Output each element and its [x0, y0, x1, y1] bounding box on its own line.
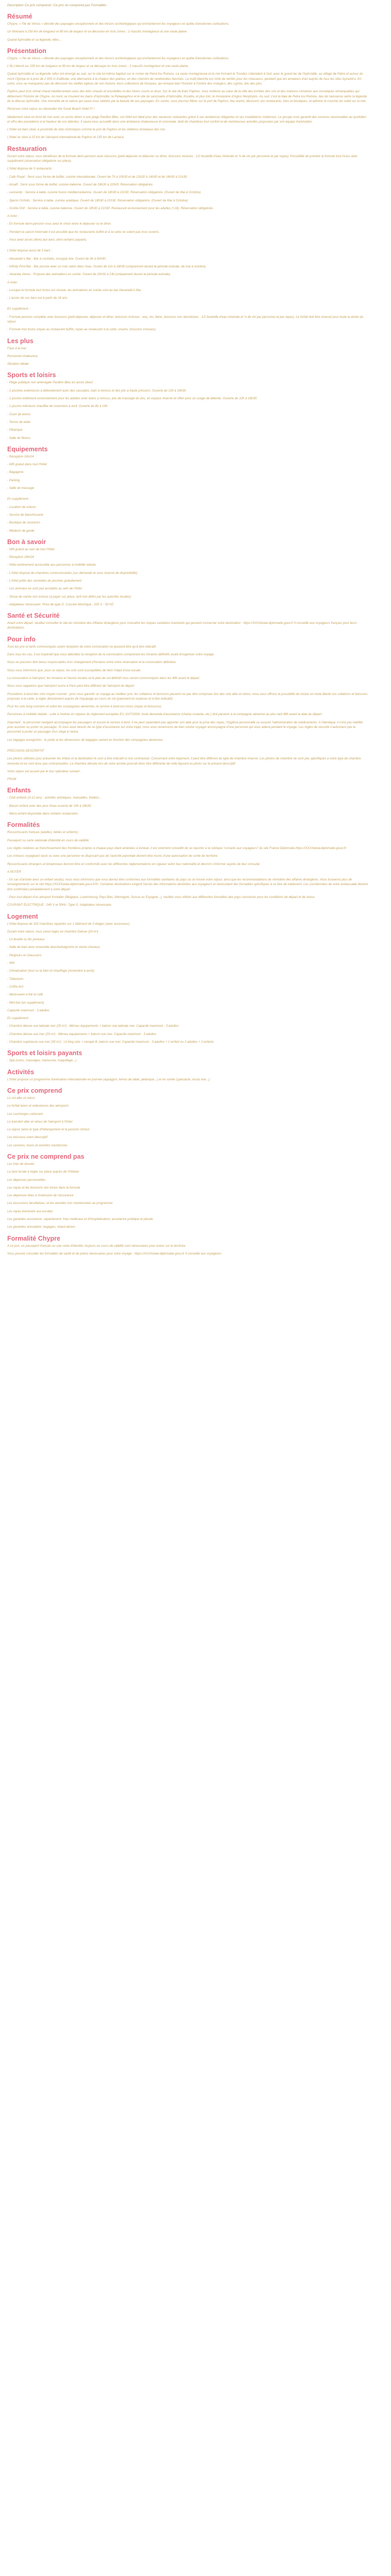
- section-paragraph: Personnes à mobilité réduite : suite à l'entrée en vigueur du règlement européen EU 1107/2006, toute demande d'assistance (chaise roulante, etc.) doit parvenir à la compagnie aérienne au plus tard 48h avant la date du départ.: [7, 713, 322, 717]
- section-title: Equipements: [7, 445, 48, 453]
- section-paragraph: - Café Royal : Servi sous forme de buffet, cuisine internationale. Ouvert de 7h à 10h30 et de 12h30 à 14h30 et de 18h30 à 21h30.: [7, 175, 188, 179]
- section-paragraph: La convocation à l'aéroport, les horaires et heures locales et le plan de vol définitif vous seront communiqués dans les 48h avant le départ.: [7, 676, 200, 680]
- section-paragraph: Un itinéraire à 230 km de longueur et 80 km de largeur et se découvre en trois zones : 2 massifs montagneux et une vaste plaine.: [7, 30, 188, 34]
- section-paragraph: - Spa (soins, massages, manucure, maquillage...): [7, 1059, 77, 1063]
- section-paragraph: - Formule pension complète avec boissons (petit-déjeuner, déjeuner et dîner, boissons incluses : eau, vin, bière, boissons non alcoolisées : 1/2 bouteille d'eau minérale et ¼ de vin par personne et par repas). Le forfait doit être réservé pour toute la durée du séjour.: [7, 315, 364, 324]
- section-paragraph: L'hôtel se situe à 15 km de l'aéroport international de Paphos et 135 km de Larnaca.: [7, 135, 125, 140]
- section-paragraph: - Chambre deluxe vue mer (29 m²) : Mêmes équipements + balcon vue mer. Capacité maximum : 3 adultes: [7, 1032, 156, 1036]
- section-paragraph: - Court de tennis: [7, 412, 31, 416]
- section-paragraph: Ressortissants français (adultes, bébés et enfants) :: [7, 831, 80, 835]
- section-paragraph: Nous vous rappelons que l'aéroport ouvre à Paris peut être différent de l'aéroport de départ.: [7, 684, 135, 688]
- section-paragraph: - Lit double ou lits jumeaux: [7, 938, 45, 942]
- section: [7, 1235, 369, 1257]
- section-paragraph: Les règles relatives au franchissement des frontières propres à chaque pays étant amenées à évoluer, il est vivement conseillé de se reporter à la rubrique "conseils aux voyageurs" du site France Diplomatie.https://XXXXwww.diplomatie.gouv.fr/: [7, 846, 347, 850]
- section-paragraph: - 1 piscine extérieure exclusivement pour les adultes avec bains à remous, jets de massage du dos, en espace réservé et offert pour un usage de détente. Ouverte de 10h à 18h30.: [7, 397, 258, 401]
- section-paragraph: Face à la mer: [7, 346, 27, 350]
- section-paragraph: Avant votre départ, veuillez consulter le site du ministère des Affaires étrangères pour connaître les risques sanitaires éventuels qui peuvent concerner votre destination : https://XXXXwww.diplomatie.gouv.fr Il conseille aux voyageurs français pour leurs destinations.: [7, 621, 357, 630]
- section-title: Enfants: [7, 787, 31, 794]
- section-paragraph: - Climatisation (tout ou la bien et chauffage (novembre à avril)): [7, 969, 94, 973]
- section-paragraph: - Coffre-fort: [7, 985, 24, 989]
- section: [7, 1153, 369, 1230]
- section-paragraph: - Télévision: [7, 977, 24, 981]
- section: [7, 538, 369, 607]
- section-paragraph: Les dépenses personnelles: [7, 1178, 46, 1182]
- section: [7, 787, 369, 816]
- section-paragraph: - Bagagerie: [7, 470, 24, 474]
- section-paragraph: - Leonardo : Service à table, cuisine fusion méditerranéenne. Ouvert de 18h30 à 21h30. Réservation obligatoire. (Ouvert de Mai à Octobre): [7, 191, 201, 195]
- section-paragraph: - Wifi: [7, 961, 14, 965]
- section-paragraph: Chypre, « l'île de Vénus » dévoile des paysages exceptionnels et des trésors archéologiques qui enchanteront les voyageurs en quête d'anciennes civilisations.: [7, 56, 230, 60]
- section-paragraph: - Boutique de souvenirs: [7, 521, 41, 525]
- section-paragraph: La taxe locale à régler sur place auprès de l'hôtelier: [7, 1170, 79, 1174]
- section-paragraph: Le vol aller et retour: [7, 1096, 35, 1100]
- section-paragraph: Les surcharges carburant: [7, 1112, 43, 1116]
- section-paragraph: - Pour tout départ d'un aéroport frontalier (Belgique, Luxembourg, Pays-Bas, Allemagne, Suisse ou Espagne...), veuillez vous référer aux différentes formalités des pays concernés pour les conditions de départ et de retour.: [7, 895, 316, 899]
- section: [7, 1069, 369, 1082]
- section: [7, 1049, 369, 1063]
- section-paragraph: Quand Aphrodite et sa légende, elles ont émergé au sud, sur le site lui-même baptisé sur le rocher de Petra tou Romiou. La vaste montagneuse et la rive formant le Troodos s'étendent à l'est, avec le grand lac de l'Aphrodite, au village de Pafos et autour du mont Olympe et à près de 2 000 m d'altitude, une alternance à la chaleur des plaines, en des chemins de randonnées fascinés. La multi-blanche est riche de vérités pour les chasseurs, pendant que les amateurs d'art auprès de tous les sites byzantins. En outre, vous ne manquerez pas de découvrir les vieilles églises de son histoire, leurs collections de fresques, qui évoque bien l'histoire à l'ombre des orangers, des cyprès, tels des pins.: [7, 72, 363, 86]
- section-paragraph: - Club enfants (3-12 ans) : activités artistiques, manuelles, théâtre...: [7, 796, 102, 800]
- section-paragraph: En supplément :: [7, 1016, 30, 1021]
- section-paragraph: Les garanties annulation, bagages, retard aérien.: [7, 1225, 76, 1229]
- section-paragraph: - Adaptateur nécessaire. Prise de type G. Courant électrique : 220 V - 50 HZ: [7, 602, 114, 606]
- section-paragraph: - Menu enfant disponible dans certains restaurants.: [7, 812, 79, 816]
- section: [7, 47, 369, 140]
- section: [7, 494, 369, 533]
- section: [7, 612, 369, 631]
- section-paragraph: Prestations à bord des vols moyen courrier : pour vous garantir un voyage au meilleur prix, les collations et boissons peuvent ne pas être comprises lors des vols aller et retour, nous vous offrons la possibilité de choisir en toute liberté vos collations et boissons proposés à la carte, à régler directement auprès de l'équipage au cours du vol (paiement en espèces et à titre indicatif).: [7, 692, 368, 701]
- section-paragraph: - Les animaux ne sont pas acceptés au sein de l'hôtel: [7, 587, 82, 591]
- section-paragraph: A noter :: [7, 214, 19, 218]
- section-paragraph: - L'hôtel prête des serviettes de piscines gratuitement: [7, 579, 82, 583]
- section-paragraph: - En cas d'arrivée avec un enfant seul(e), nous vous informons que vous devrez être conformes aux formalités sanitaires du pays où se trouve votre séjour, ainsi que les recommandations du ministère des affaires étrangères. Vous trouverez plus de renseignements sur le site https://XXXXwww.diplomatie.gouv.fr/fr/. Certaines destinations exigent l'accès des informations destinées aux voyageurs et nécessitant des formalités spécifiques à ce titre de traitement. Les coordonnées de votre ambassade doivent être confirmées préalablement à votre départ.: [7, 878, 368, 891]
- section: [7, 337, 369, 367]
- section-paragraph: COURANT ÉLECTRIQUE : 240 V et 50Hz. Type G. Adaptateur nécessaire.: [7, 903, 112, 907]
- section-paragraph: - Parking: [7, 478, 20, 482]
- section-paragraph: - L'hôtel dispose de chambres communicantes (sur demande et sous réserve de disponibilité): [7, 571, 138, 575]
- section-title: Résumé: [7, 13, 32, 20]
- section-paragraph: Les boissons selon descriptif: [7, 1136, 47, 1140]
- section-paragraph: - 2 piscines extérieures à débordement avec des cascades, bain à remous et des jets à haute pression. Ouverte de 10h à 18h30.: [7, 388, 187, 393]
- section-paragraph: - Service de blanchisserie: [7, 513, 43, 517]
- section-paragraph: - Alexander's Bar : Bar à cocktails, musique live. Ouvert de 9h à 00h30.: [7, 257, 107, 261]
- section-paragraph: - Veranda Venus : Propose des animations en soirée. Ouvert de 20h30 à 23h (uniquement durant la période estivale).: [7, 273, 171, 277]
- section-title: Présentation: [7, 47, 46, 55]
- section: [7, 371, 369, 440]
- section-title: Pour info: [7, 635, 36, 643]
- section-paragraph: Les repas et les boissons non inclus dans la formule: [7, 1185, 80, 1190]
- section-title: Sports et loisirs payants: [7, 1049, 83, 1057]
- section-paragraph: Important : le personnel navigant accompagne les passagers et assure le service à bord. Il ne peut cependant pas apporter son aide pour la prise des repas, l'hygiène personnelle ou assurer l'administration de médicaments. A l'identique, il n'est pas habilité pour assister ou porter un passager. Si vous avez besoin de ce type d'assistance sur votre trajet, nous vous remercions de bien vouloir voyager accompagné d'une personne qui vous aidera pendant le voyage. Les règles de sécurité n'autorisent pas le personnel à porter un passager d'un siège à l'autre.: [7, 720, 363, 734]
- section-paragraph: - Médecin de garde: [7, 529, 35, 533]
- section-title: Restauration: [7, 145, 47, 152]
- section-paragraph: Durant votre séjour, vous bénéficiez de la formule demi-pension avec boissons (petit-déjeuner et déjeuner ou dîner, boissons incluses : 1/2 bouteille d'eau minérale et ¼ de vin par personne et par repas). Possibilité de prendre la formule tout inclus avec supplément (réservation obligatoire sur place).: [7, 154, 358, 163]
- section-paragraph: - Salle de massage: [7, 486, 35, 490]
- section-paragraph: Paphos peut d'un climat chaud méditerranéen avec des étés chauds et ensoleillés et des hivers courts et doux. Sur le site de Kato Paphos, vous visiterez au cœur de la ville des tombes des rois et des maisons romaines aux mosaïques remarquables qui détiennent l'histoire de Chypre. Au nord, se trouvent les bains d'Aphrodite, la Palaepaphos et le site du sanctuaire d'Aphrodite, Kouklia, et plus loin, le monastère d'Agios Neophytos. Au sud, c'est la baie de Petra tou Romiou, lieu de naissance selon la légende de la déesse Aphrodite. Une merveille de la nature qui saura vous séduire par la beauté de ses paysages. En soirée, vous pourrez flâner sur le port de Paphos, lieu animé, découvrir ses restaurants, bars et boutiques, et admirer le coucher du soleil sur la mer.: [7, 90, 367, 103]
- section-paragraph: - Plage publique non aménagée Pavillon Bleu en accès direct: [7, 381, 93, 385]
- section-paragraph: Les excursions facultatives, et les activités non mentionnées au programme: [7, 1201, 113, 1206]
- section: [7, 13, 369, 42]
- section-paragraph: - Amalfi : Servi sous forme de buffet, cuisine italienne. Ouvert de 18h30 à 22h00. Réservation obligatoire.: [7, 182, 154, 187]
- section-title: Formalités: [7, 821, 40, 829]
- section-paragraph: - L'accès de ces bars est à partir de 18 ans.: [7, 296, 69, 300]
- section-paragraph: - Infinity Pool Bar : Bar piscine avec un coin salon dans l'eau. Ouvert de 11h à 18h30 (uniquement durant la période estivale, de mai à octobre).: [7, 264, 207, 268]
- section-paragraph: Les dépenses liées à l'extension de l'assurance: [7, 1194, 74, 1198]
- section-paragraph: Chypre, « l'île de Vénus » dévoile des paysages exceptionnels et des trésors archéologiques qui enchanteront les voyageurs en quête d'anciennes civilisations.: [7, 22, 230, 26]
- section-paragraph: - Chambre deluxe vue latérale mer (29 m²) : Mêmes équipements + balcon vue latérale mer. Capacité maximum : 3 adultes: [7, 1024, 179, 1028]
- section: [7, 245, 369, 300]
- section-paragraph: Tous les prix et tarifs communiqués avant réception de votre convocation ne peuvent être qu'à titre indicatif.: [7, 645, 157, 649]
- section-paragraph: Réservez votre séjour au Alexander the Great Beach Hotel 5* !: [7, 107, 95, 111]
- section-paragraph: A noter :: [7, 280, 19, 284]
- section-paragraph: - Hôtel entièrement accessible aux personnes à mobilité réduite: [7, 563, 96, 567]
- section-paragraph: En supplément :: [7, 497, 30, 501]
- section-paragraph: Situation idéale: [7, 362, 29, 366]
- section-paragraph: L'hôtel dispose de 5 restaurants :: [7, 167, 54, 171]
- section-paragraph: - Chambre supérieure vue mer (35 m²) : Lit king-size + canapé lit, balcon vue mer. Capacité maximum : 3 adultes + 1 enfant ou 2 adultes + 2 enfants: [7, 1040, 214, 1044]
- section-paragraph: - Gorilla Grill : Service à table, cuisine italienne. Ouvert de 18h30 à 21h30. Restaurant exclusivement pour les adultes (+18). Réservation obligatoire.: [7, 206, 214, 210]
- section-paragraph: - 1 piscine intérieure chauffée de novembre à avril. Ouverte de 8h à 19h.: [7, 404, 108, 409]
- section-paragraph: - Salle de fitness: [7, 436, 31, 440]
- section-paragraph: L'hôtel dispose de 202 chambres réparties sur 1 bâtiment de 5 étages (avec ascenseur).: [7, 922, 131, 926]
- section-paragraph: Les photos utilisées pour présenter les hôtels et la destination le sont à titre indicatif et non contractuel. Concernant votre logement, il peut être différent du type de chambre réservé. Les photos de chambre ne sont pas spécifiques à votre type de chambre réservée et ne sont donc pas contractuelles. La chambre allouée lors de votre arrivée pourrait donc être différente de celle figurant en photo sur le présent descriptif.: [7, 757, 361, 766]
- section-paragraph: A ce jour, un passeport français ou une carte d'identité, toujours en cours de validité sont nécessaires pour entrer sur le territoire.: [7, 1244, 187, 1248]
- section-paragraph: Capacité maximum : 3 adultes: [7, 1008, 50, 1012]
- section-paragraph: Dans tous les cas, il est impératif que vous attendiez la réception de la convocation comprenant les horaires définitifs avant d'organiser votre voyage.: [7, 653, 215, 657]
- section-paragraph: - Vous avez accès (libre) aux bars, dont certains payants.: [7, 238, 87, 242]
- section-paragraph: - Tenue de soirée non incluse (à payer sur place, tarif non défini par les autorités locales).: [7, 595, 132, 599]
- section-paragraph: Quand Aphrodite et sa légende, elles...: [7, 38, 62, 42]
- section-paragraph: Les services, loisirs et activités mentionnés: [7, 1143, 68, 1147]
- section-paragraph: - Réception 24h/24: [7, 454, 34, 459]
- section-paragraph: Personnel chaleureux: [7, 354, 38, 358]
- section-paragraph: Votre séjour est assuré par le tour opérateur suivant :: [7, 769, 82, 773]
- section-paragraph: Nous vous informons que, pour ce séjour, les vols sont susceptibles de faire l'objet d'une escale.: [7, 668, 141, 672]
- section-paragraph: Le transfert aller et retour de l'aéroport à l'hôtel: [7, 1120, 73, 1124]
- description-tabs-line: Description Ce prix comprend / Ce prix ne comprend pas Formalités: [7, 4, 107, 7]
- section-title: Activités: [7, 1068, 35, 1076]
- section-paragraph: L'île s'étend sur 230 km de longueur et 80 km de largeur et se découpe en trois zones : 2 massifs montagneux et une vaste plaine.: [7, 64, 189, 69]
- section-paragraph: L'hôtel dispose aussi de 3 bars :: [7, 249, 52, 253]
- section-paragraph: - Peignoirs et chaussons: [7, 953, 42, 957]
- section-paragraph: PRECISION DESCRIPTIF: [7, 749, 44, 753]
- section-paragraph: Passeport ou carte nationale d'identité en cours de validité.: [7, 838, 90, 842]
- section-paragraph: A NOTER: [7, 870, 21, 874]
- section-paragraph: - Réception 24h/24: [7, 555, 34, 560]
- section-paragraph: - Wifi gratuit au sein de tout l'hôtel: [7, 547, 55, 551]
- section: [7, 745, 369, 782]
- section: [7, 145, 369, 243]
- section: [7, 1087, 369, 1148]
- section-title: Les plus: [7, 337, 34, 345]
- section-paragraph: Les mineurs voyageant seuls ou avec une personne ne disposant pas de l'autorité parentale doivent être munis d'une autorisation de sortie de territoire.: [7, 854, 219, 858]
- section-paragraph: En supplément :: [7, 307, 30, 311]
- section-paragraph: - Bassin enfant avec des jeux d'eau ouverte de 10h à 18h30.: [7, 804, 92, 808]
- section-title: Formalité Chypre: [7, 1234, 60, 1242]
- section-paragraph: L'hôtel propose un programme d'animation internationale en journée (aquagym, tennis de table, pétanque...) et en soirée (spectacle, music live...).: [7, 1077, 210, 1081]
- section-title: Bon à savoir: [7, 538, 46, 546]
- section-paragraph: - En formule demi-pension vous avez le choix entre le déjeuner ou le dîner.: [7, 222, 112, 226]
- product-description-page: [0, 0, 377, 1269]
- section-paragraph: - Wifi gratuit dans tout l'hôtel: [7, 463, 47, 467]
- section-title: Ce prix ne comprend pas: [7, 1153, 85, 1160]
- section: [7, 303, 369, 332]
- section-paragraph: Ressortissants étrangers et binationaux devront être en conformité avec les différentes réglementations en vigueur selon leur nationalité et devront s'informer auprès de leur consulat.: [7, 862, 260, 866]
- section-paragraph: Les frais de dossier: [7, 1162, 35, 1166]
- section-paragraph: Durant votre séjour, vous serez logés en chambre Deluxe (29 m²) :: [7, 929, 100, 934]
- section-paragraph: - Lorsque la formule tout inclus est choisie, les animations en soirée sont au bar Alexander's Bar.: [7, 288, 142, 292]
- section: [7, 821, 369, 907]
- section-paragraph: Les repas éventuels aux escales: [7, 1209, 53, 1213]
- section-paragraph: FRAM: [7, 777, 17, 782]
- section-paragraph: - Pendant la saison hivernale il est possible que les restaurants buffet et à la carte ne soient pas tous ouverts.: [7, 230, 160, 234]
- section-title: Santé et Sécurité: [7, 612, 60, 620]
- section-paragraph: Le forfait taxes et redevances des aéroports: [7, 1104, 69, 1108]
- section-paragraph: - Formule tout inclus (repas au restaurant buffet, repas au restaurant à la carte, snacks, boissons incluses).: [7, 328, 156, 332]
- section-paragraph: Pour les vols long-courriers et selon les compagnies aériennes, le service à bord est inclus (repas et boissons).: [7, 705, 162, 709]
- section-paragraph: Les bagages enregistrés : le poids et les dimensions de bagages varient en fonction des compagnies aériennes.: [7, 738, 164, 742]
- section-paragraph: - Pétanque: [7, 428, 23, 432]
- section-paragraph: Le séjour selon le type d'hébergement et la pension choisis: [7, 1128, 90, 1132]
- section-paragraph: - Salle de bain avec ensemble douche/baignoire et sèche-cheveux: [7, 945, 100, 950]
- section-paragraph: Vous pouvez consulter les formalités de santé et de police nécessaires pour votre voyage : https://XXXXwww.diplomatie.gouv.fr Il conseille aux voyageurs.: [7, 1251, 222, 1256]
- description-sections: [7, 13, 369, 1256]
- section-paragraph: Les garanties assistance, rapatriement, frais médicaux et d'hospitalisation, assistance juridique et pénale: [7, 1217, 153, 1222]
- section-paragraph: - Sperio Orchids : Service à table, cuisine asiatique. Ouvert de 18h30 à 21h30. Réservation obligatoire. (Ouvert de Mai à Octobre): [7, 198, 188, 202]
- section-paragraph: - Location de voiture: [7, 505, 36, 509]
- section-paragraph: Idéalement situé en bord de mer avec un accès direct à une plage Pavillon Bleu, cet hôtel est idéal pour des vacances relaxantes grâce à ses ambiances élégantes et ses installations modernes. Le groupe vous garantit des services raisonnables au quotidien et offre des prestations à la hauteur de vos attentes. Il saura vous accueillir dans une ambiance chaleureuse et conviviale, doté de chambres tout confort et de nombreuses activités proposées par son équipe d'animation.: [7, 115, 366, 124]
- section: [7, 913, 369, 1045]
- section-paragraph: - Nécessaire à thé et café: [7, 993, 43, 997]
- section: [7, 446, 369, 490]
- section-paragraph: L'hôtel est bien situé, à proximité de sites historiques comme le port de Paphos et les célèbres tombeaux des rois.: [7, 128, 166, 132]
- section: [7, 636, 369, 742]
- section-title: Logement: [7, 912, 38, 920]
- section-title: Sports et loisirs: [7, 371, 56, 379]
- section-title: Ce prix comprend: [7, 1087, 62, 1094]
- section-paragraph: - Mini-bar (en supplément): [7, 1001, 44, 1005]
- section-paragraph: Nous ne pouvons être tenus responsables d'un changement d'horaires entre votre réservation et la convocation définitive.: [7, 660, 177, 665]
- section-paragraph: - Tennis de table: [7, 420, 30, 424]
